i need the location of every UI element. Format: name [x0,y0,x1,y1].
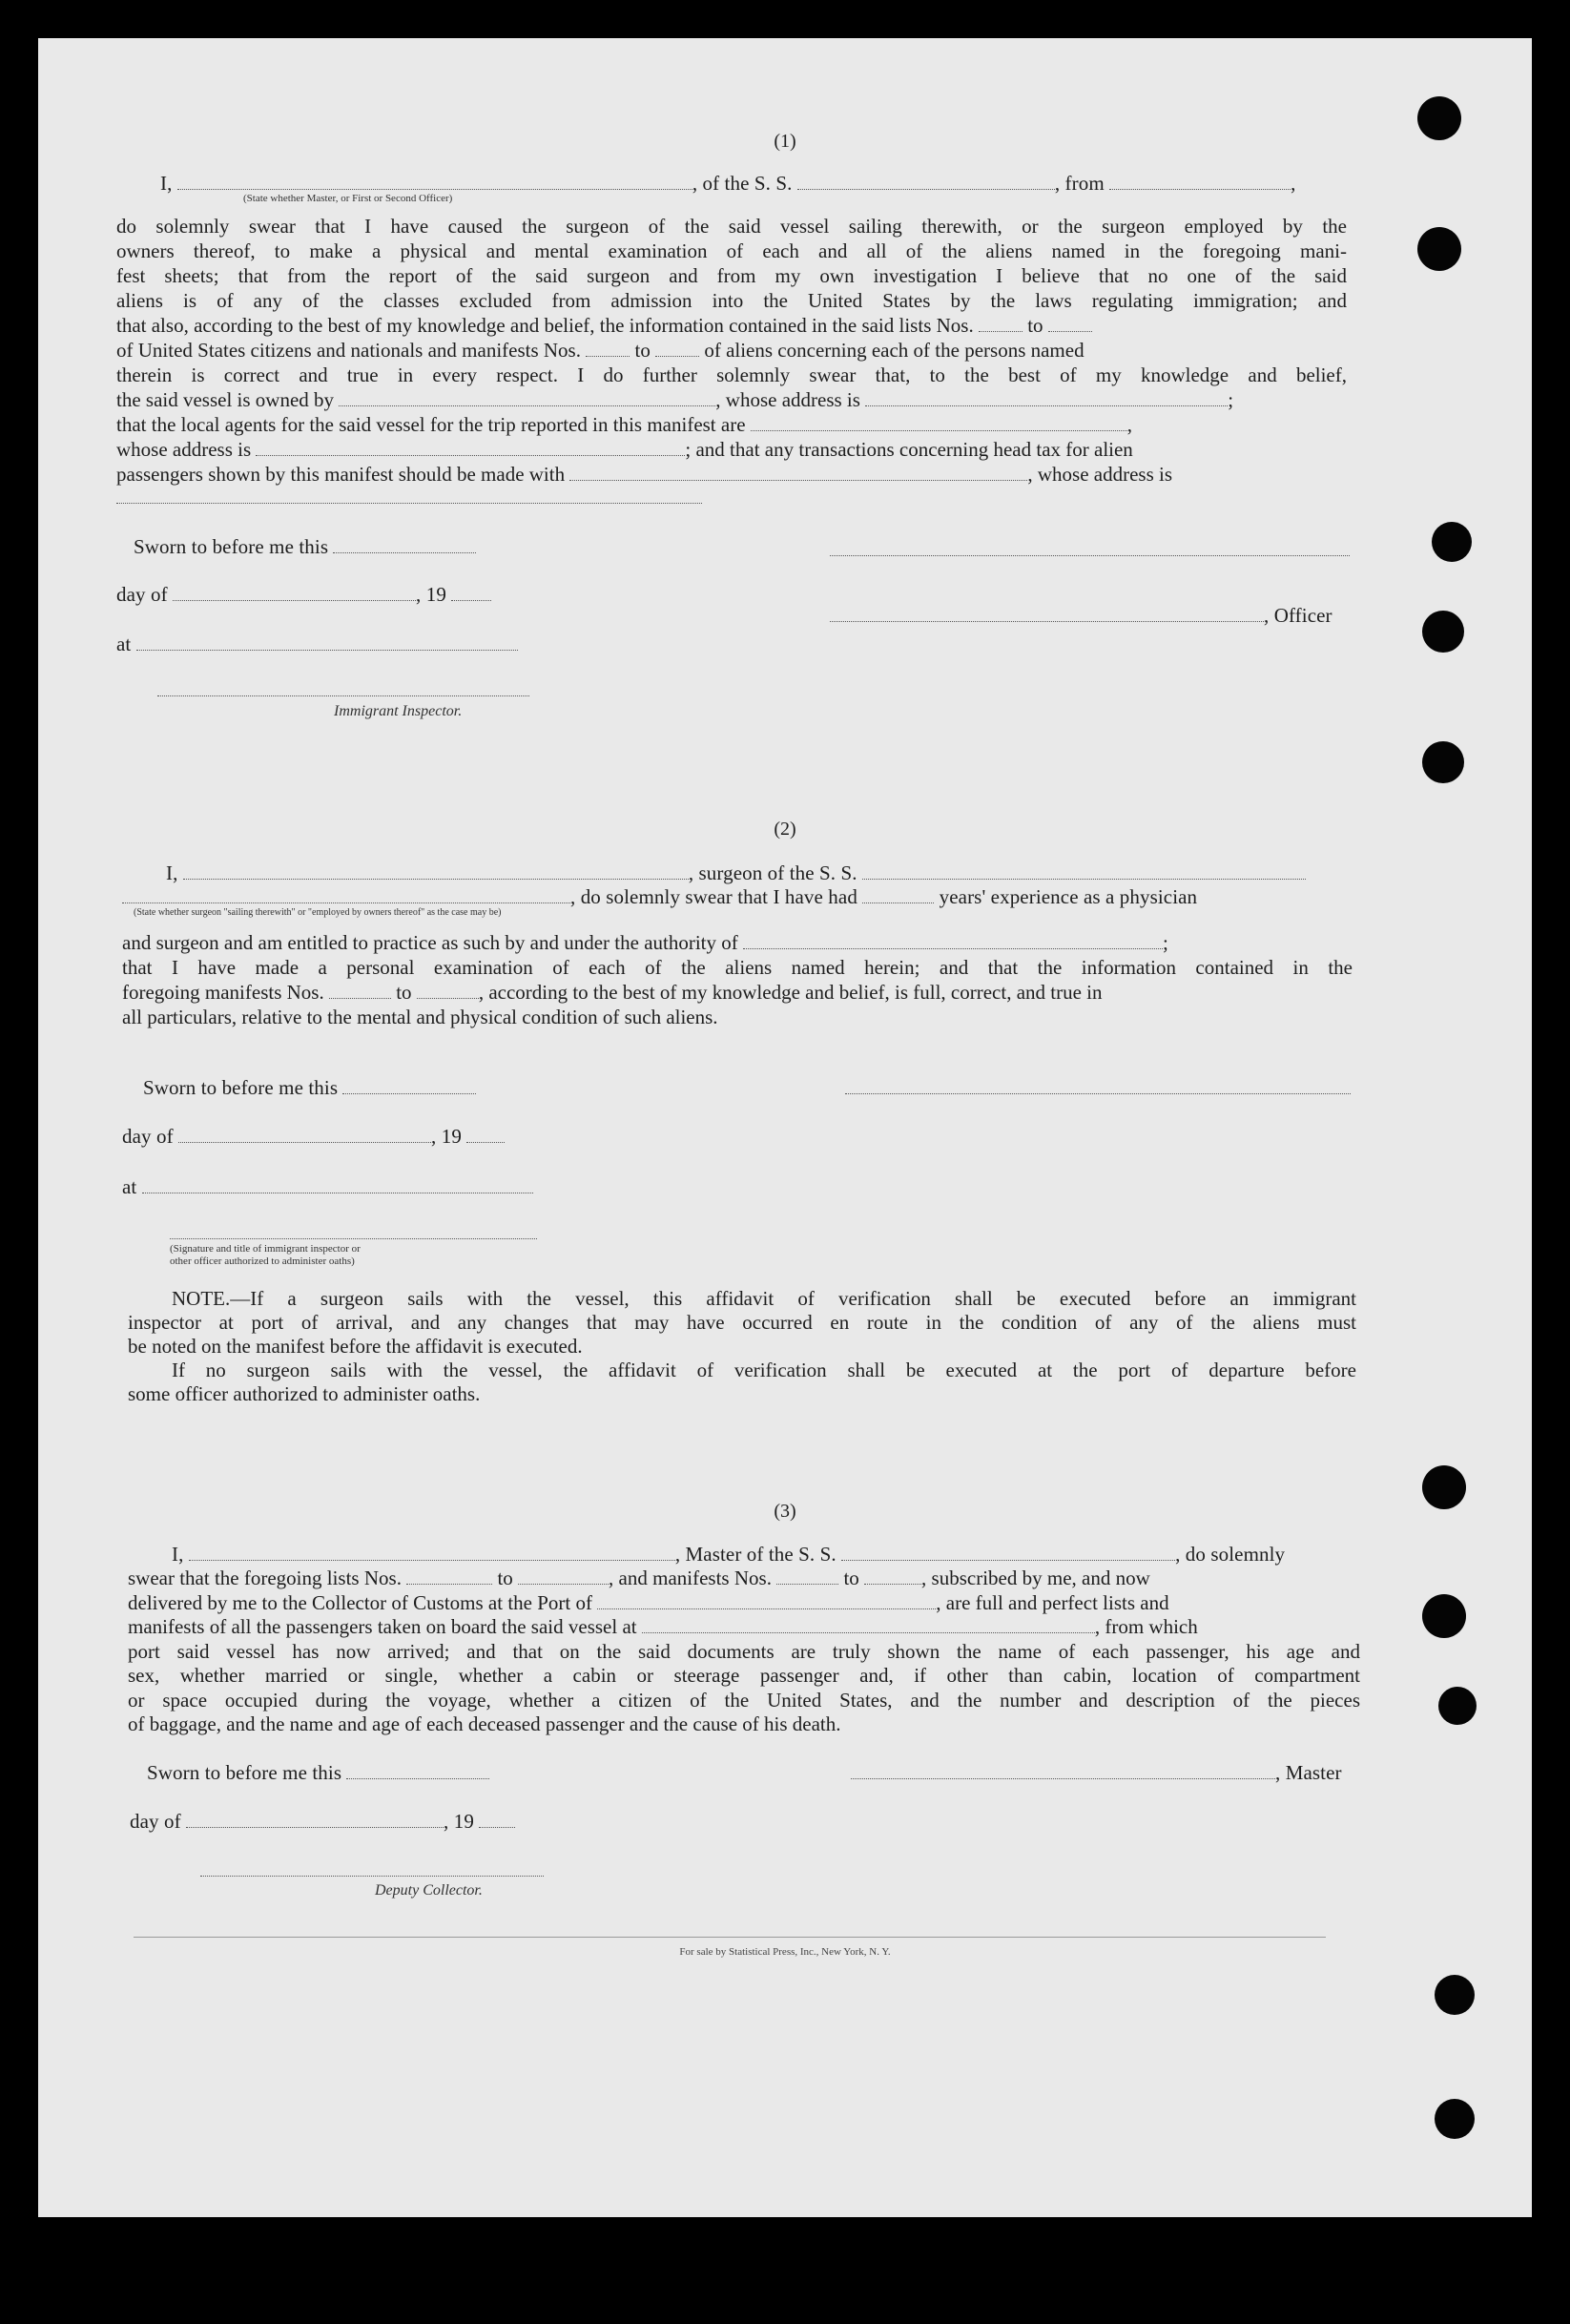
punch-hole-9 [1435,1975,1475,2015]
punch-hole-10 [1435,2099,1475,2139]
sec1-at-label: at [116,633,518,656]
agents-address-field[interactable] [256,440,685,456]
boarding-port-field[interactable] [642,1617,1095,1633]
sec1-sworn-date-field[interactable] [333,537,476,553]
sec2-surgeon-line: I, , surgeon of the S. S. [166,861,1306,885]
sec2-at-field[interactable] [142,1177,533,1193]
footer-rule [134,1937,1326,1938]
sec3-master-signature: , Master [851,1761,1342,1785]
lists-from-field[interactable] [979,316,1023,332]
punch-hole-4 [1422,611,1464,653]
punch-hole-2 [1417,227,1461,271]
sec2-signature-caption-2: other officer authorized to administer oaths) [170,1255,355,1267]
section-1-number: (1) [774,131,796,152]
sec3-oath-text: swear that the foregoing lists Nos. to , and manifests Nos. to , subscribed by me, and now delivered by me to the Collector of Customs at the Port of , are full and perfect lists and manifests of all the passengers taken on board the said vessel at , from which port said vessel has now arrived; and that on the said documents are truly shown the name of each passenger, his age and sex, whether married or single, whether a cabin or steerage passenger and, if other than cabin, location of compartment or space occupied during the voyage, whether a citizen of the United States, and the number and description of the pieces of baggage, and the name and age of each deceased passenger and the cause of his death. [128,1567,1360,1735]
sec2-status-note: (State whether surgeon "sailing therewith" or "employed by owners thereof" as the case may be) [134,907,502,918]
sec2-at-label: at [122,1175,533,1199]
customs-port-field[interactable] [597,1593,936,1609]
sec1-address-continuation[interactable] [116,503,702,504]
sec2-day-field[interactable] [178,1127,431,1143]
punch-hole-3 [1432,522,1472,562]
from-port-field[interactable] [1109,174,1291,190]
inspector-caption: Immigrant Inspector. [334,703,463,719]
authority-field[interactable] [743,933,1163,949]
sec2-manifests-from-field[interactable] [329,983,391,999]
sec1-officer-line: , Officer [830,604,1332,628]
sec1-sworn-label: Sworn to before me this [134,535,476,559]
punch-hole-5 [1422,741,1464,783]
sec3-vessel-field[interactable] [841,1545,1175,1561]
vessel-name-field[interactable] [797,174,1055,190]
printer-credit: For sale by Statistical Press, Inc., New York, N. Y. [679,1946,891,1958]
sec1-master-line: I, , of the S. S. , from , [160,172,1296,195]
punch-hole-7 [1422,1594,1466,1638]
head-tax-field[interactable] [569,465,1027,481]
sec3-day-field[interactable] [186,1812,444,1828]
agents-field[interactable] [751,415,1127,431]
sec3-master-line: I, , Master of the S. S. , do solemnly [172,1543,1286,1566]
manifests-from-field[interactable] [586,341,630,357]
sec2-signature-caption-1: (Signature and title of immigrant inspector or [170,1243,361,1255]
sec3-manifests-from-field[interactable] [776,1568,838,1585]
section-3-number: (3) [774,1501,796,1522]
sec2-signature-line[interactable] [845,1093,1351,1094]
surgeon-name-field[interactable] [183,863,689,880]
sec1-dayof-label: day of , 19 [116,583,491,607]
owner-field[interactable] [339,390,715,406]
deputy-caption: Deputy Collector. [375,1882,483,1899]
sec3-sworn-date-field[interactable] [346,1763,489,1779]
sec1-year-field[interactable] [451,585,491,601]
owner-address-field[interactable] [865,390,1228,406]
sec1-oath-text: do solemnly swear that I have caused the surgeon of the said vessel sailing therewith, or the surgeon employed by the owners thereof, to make a physical and mental examination of each and all of the aliens named in the foregoing mani- fest sheets; that from the report of the said surgeon and from my own investigation I believe that no one of the said aliens is of any of the classes excluded from admission into the United States by the laws regulating immigration; and that also, according to the best of my knowledge and belief, the information contained in the said lists Nos. to of United States citizens and nationals and manifests Nos. to of aliens concerning each of the persons named therein is correct and true in every respect. I do further solemnly swear that, to the best of my knowledge and belief, the said vessel is owned by , whose address is ; that the local agents for the said vessel for the trip reported in this manifest are , whose address is ; and that any transactions concerning head tax for alien passengers shown by this manifest should be made with , whose address is [116,215,1347,486]
sec3-year-field[interactable] [479,1812,515,1828]
sec3-lists-to-field[interactable] [518,1568,609,1585]
sec2-manifests-to-field[interactable] [417,983,479,999]
sec1-day-field[interactable] [173,585,416,601]
sec2-year-field[interactable] [466,1127,505,1143]
sec3-dayof-label: day of , 19 [130,1810,515,1834]
sec1-role-note: (State whether Master, or First or Second Officer) [243,193,453,204]
master-signature-field[interactable] [851,1763,1275,1779]
sec2-officer-signature-line[interactable] [170,1238,537,1239]
surgeon-status-field[interactable] [122,887,570,903]
master-name-field[interactable] [177,174,692,190]
sec1-signature-line[interactable] [830,555,1350,556]
sec2-dayof-label: day of , 19 [122,1125,505,1149]
sec2-sworn-label: Sworn to before me this [143,1076,476,1100]
deputy-signature-line[interactable] [200,1876,544,1877]
sec3-manifests-to-field[interactable] [864,1568,921,1585]
section-2-number: (2) [774,819,796,840]
sec2-swear-line: , do solemnly swear that I have had years' experience as a physician [122,885,1197,909]
punch-hole-8 [1438,1687,1477,1725]
sec2-oath-text: and surgeon and am entitled to practice as such by and under the authority of ; that I have made a personal examination of each of the aliens named herein; and that the information contained in the foregoing manifests Nos. to , according to the best of my knowledge and belief, is full, correct, and true in all particulars, relative to the mental and physical condition of such aliens. [122,931,1353,1028]
sec3-lists-from-field[interactable] [406,1568,492,1585]
sec2-sworn-date-field[interactable] [342,1078,476,1094]
lists-to-field[interactable] [1048,316,1092,332]
officer-signature-field[interactable] [830,606,1264,622]
sec1-at-field[interactable] [136,634,518,651]
sec3-sworn-label: Sworn to before me this [147,1761,489,1785]
inspector-signature-line[interactable] [157,695,529,696]
sec2-vessel-field[interactable] [862,863,1306,880]
sec2-note-text: NOTE.—If a surgeon sails with the vessel, this affidavit of verification shall be executed before an immigrant inspector at port of arrival, and any changes that may have occurred en route in the condition of any of the aliens must be noted on the manifest before the affidavit is executed. If no surgeon sails with the vessel, the affidavit of verification shall be executed at the port of departure before some officer authorized to administer oaths. [128,1287,1356,1405]
sec3-master-name-field[interactable] [189,1545,675,1561]
manifests-to-field[interactable] [655,341,699,357]
years-experience-field[interactable] [862,887,934,903]
